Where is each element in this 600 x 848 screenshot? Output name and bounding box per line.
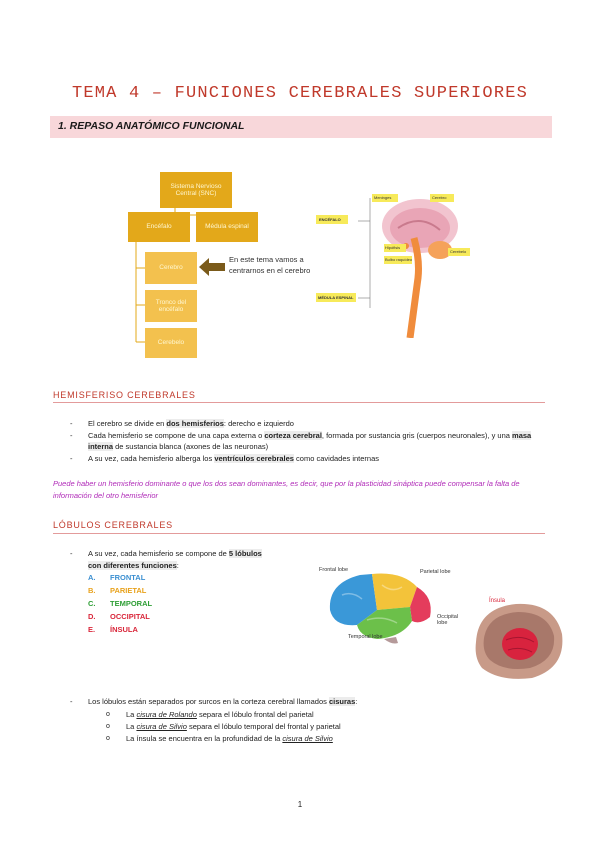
- insula-illustration: [470, 594, 566, 686]
- section-header: [50, 116, 552, 138]
- lobe-frontal: A. FRONTAL: [88, 573, 146, 582]
- divider: [53, 402, 545, 403]
- page-title: TEMA 4 – FUNCIONES CEREBRALES SUPERIORES: [71, 84, 529, 103]
- hemisferios-list: [70, 418, 546, 465]
- left-arrow-icon: [199, 258, 225, 276]
- lobe-temporal: C. TEMPORAL: [88, 599, 153, 608]
- lobulos-intro: [70, 548, 310, 571]
- page-number: 1: [297, 800, 303, 809]
- encefalo-box: Encéfalo: [128, 212, 190, 242]
- snc-box: Sistema Nervioso Central (SNC): [160, 172, 232, 208]
- lobe-insula: E. ÍNSULA: [88, 625, 138, 634]
- plasticity-note: Puede haber un hemisferio dominante o que los dos sean dominantes, es decir, que por la plasticidad sináptica puede compensar la falta de información del otro hemisferior: [53, 479, 520, 500]
- cerebro-box: Cerebro: [145, 252, 197, 284]
- list-item: - Cada hemisferio se compone de una capa externa o corteza cerebral, formada por sustancia gris (cuerpos neuronales), y una masa interna de sustancia blanca (axones de las neuronas): [70, 430, 546, 453]
- lobe-occipital: D. OCCIPITAL: [88, 612, 150, 621]
- cerebelo-box: Cerebelo: [145, 328, 197, 358]
- list-item: - El cerebro se divide en dos hemisferios: derecho e izquierdo: [70, 418, 546, 430]
- diagram-note: En este tema vamos a centrarnos en el cerebro: [229, 255, 311, 275]
- list-item: - A su vez, cada hemisferio alberga los ventrículos cerebrales como cavidades internas: [70, 453, 546, 465]
- list-item: o La cisura de Silvio separa el lóbulo temporal del frontal y parietal: [88, 721, 528, 733]
- list-item: - A su vez, cada hemisferio se compone de 5 lóbulos con diferentes funciones:: [70, 548, 310, 571]
- list-item: o La ínsula se encuentra en la profundidad de la cisura de Silvio: [88, 733, 528, 745]
- hemisferios-heading: HEMISFERISO CEREBRALES: [53, 390, 196, 400]
- cisuras-list: [70, 696, 546, 708]
- section-title: 1. REPASO ANATÓMICO FUNCIONAL: [58, 120, 245, 132]
- cisuras-sublist: [88, 709, 528, 745]
- lobulos-heading: LÓBULOS CEREBRALES: [53, 520, 173, 530]
- list-item: - Los lóbulos están separados por surcos en la corteza cerebral llamados cisuras:: [70, 696, 546, 708]
- tronco-box: Tronco del encéfalo: [145, 290, 197, 322]
- medula-box: Médula espinal: [196, 212, 258, 242]
- lobe-parietal: B. PARIETAL: [88, 586, 147, 595]
- divider: [53, 533, 545, 534]
- list-item: o La cisura de Rolando separa el lóbulo frontal del parietal: [88, 709, 528, 721]
